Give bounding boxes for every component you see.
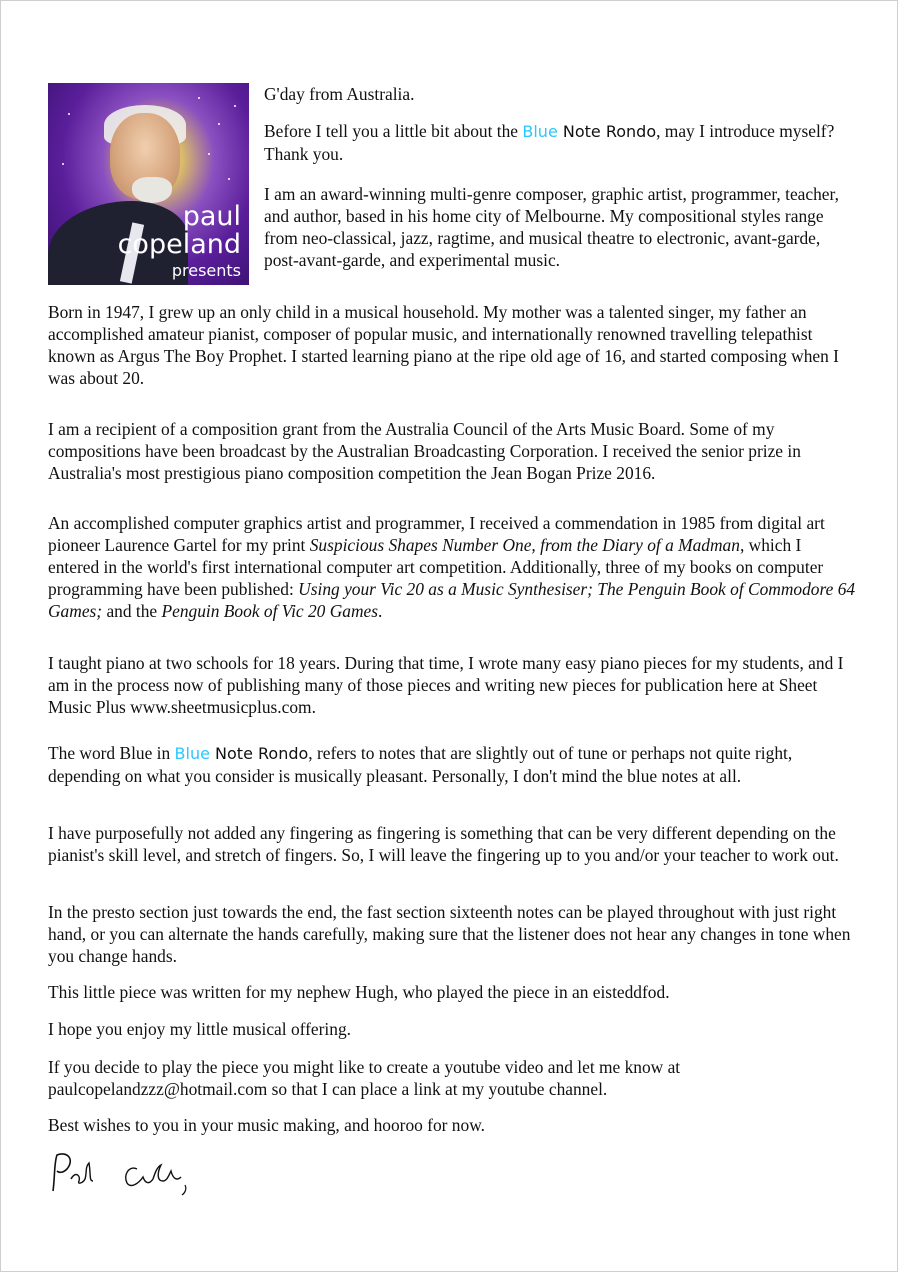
portrait-beard bbox=[132, 177, 172, 203]
fingering-paragraph: I have purposefully not added any fingering as fingering is something that can be very different depending on the pianist's skill level, and stretch of fingers. So, I will leave the fingering up to you and/or your teacher to work out. bbox=[48, 823, 839, 865]
intro-after: , may I introduce myself? Thank you. bbox=[264, 121, 835, 164]
art-print-title: Suspicious Shapes Number One, from the Diary of a Madman bbox=[309, 535, 740, 555]
intro-before: Before I tell you a little bit about the bbox=[264, 121, 523, 141]
intro-blue-word: Blue bbox=[522, 122, 558, 141]
art-text-3: and the bbox=[102, 601, 162, 621]
art-book-titles: Using your Vic 20 as a Music Synthesiser; The Penguin Book of Commodore 64 Games; bbox=[48, 579, 856, 621]
art-book-title-3: Penguin Book of Vic 20 Games bbox=[161, 601, 379, 621]
art-text-4: . bbox=[378, 601, 383, 621]
intro-note-rondo: Note Rondo bbox=[557, 122, 657, 141]
word-after: , refers to notes that are slightly out of tune or perhaps not quite right, depending on what you consider is musically pleasant. Personally, I don't mind the blue notes at all. bbox=[48, 743, 793, 786]
art-paragraph bbox=[48, 512, 856, 622]
enjoy-paragraph: I hope you enjoy my little musical offering. bbox=[48, 1019, 351, 1039]
word-note-rondo: Note Rondo bbox=[209, 744, 309, 763]
blue-word-paragraph bbox=[48, 742, 856, 787]
brand-last-name: copeland bbox=[117, 229, 241, 260]
grant-paragraph: I am a recipient of a composition grant from the Australia Council of the Arts Music Board. Some of my compositions have been broadcast by the Australian Broadcasting Corporation. I received the senior prize in Australia's most prestigious piano composition competition the Jean Bogan Prize 2016. bbox=[48, 419, 801, 483]
youtube-paragraph: If you decide to play the piece you might like to create a youtube video and let me know at paulcopelandzzz@hotmail.com so that I can place a link at my youtube channel. bbox=[48, 1057, 681, 1099]
handwritten-signature bbox=[45, 1149, 195, 1197]
born-paragraph: Born in 1947, I grew up an only child in a musical household. My mother was a talented singer, my father an accomplished amateur pianist, composer of popular music, and internationally renowned travelling telepathist known as Argus The Boy Prophet. I started learning piano at the ripe old age of 16, and started composing when I was about 20. bbox=[48, 302, 839, 388]
brand-first-name: paul bbox=[182, 201, 241, 232]
greeting: G'day from Australia. bbox=[264, 84, 415, 104]
brand-presents: presents bbox=[171, 261, 241, 280]
intro-paragraph bbox=[264, 120, 854, 165]
presto-paragraph: In the presto section just towards the end, the fast section sixteenth notes can be played throughout with just right hand, or you can alternate the hands carefully, making sure that the listener does not hear any changes in tone when you change hands. bbox=[48, 902, 851, 966]
word-before: The word Blue in bbox=[48, 743, 175, 763]
art-text-2: , which I entered in the world's first international computer art competition. Additionally, three of my books on computer programming have been published: bbox=[48, 535, 824, 599]
nephew-paragraph: This little piece was written for my nephew Hugh, who played the piece in an eisteddfod. bbox=[48, 982, 670, 1002]
art-text-1: An accomplished computer graphics artist and programmer, I received a commendation in 1985 from digital art pioneer Laurence Gartel for my print bbox=[48, 513, 825, 555]
taught-paragraph: I taught piano at two schools for 18 years. During that time, I wrote many easy piano pieces for my students, and I am in the process now of publishing many of those pieces and writing new pieces for publication here at Sheet Music Plus www.sheetmusicplus.com. bbox=[48, 653, 844, 717]
composer-paragraph: I am an award-winning multi-genre composer, graphic artist, programmer, teacher, and author, based in his home city of Melbourne. My compositional styles range from neo-classical, jazz, ragtime, and musical theatre to electronic, avant-garde, post-avant-garde, and experimental music. bbox=[264, 184, 839, 270]
author-portrait bbox=[48, 83, 249, 285]
word-blue: Blue bbox=[174, 744, 210, 763]
wishes-paragraph: Best wishes to you in your music making, and hooroo for now. bbox=[48, 1115, 485, 1135]
